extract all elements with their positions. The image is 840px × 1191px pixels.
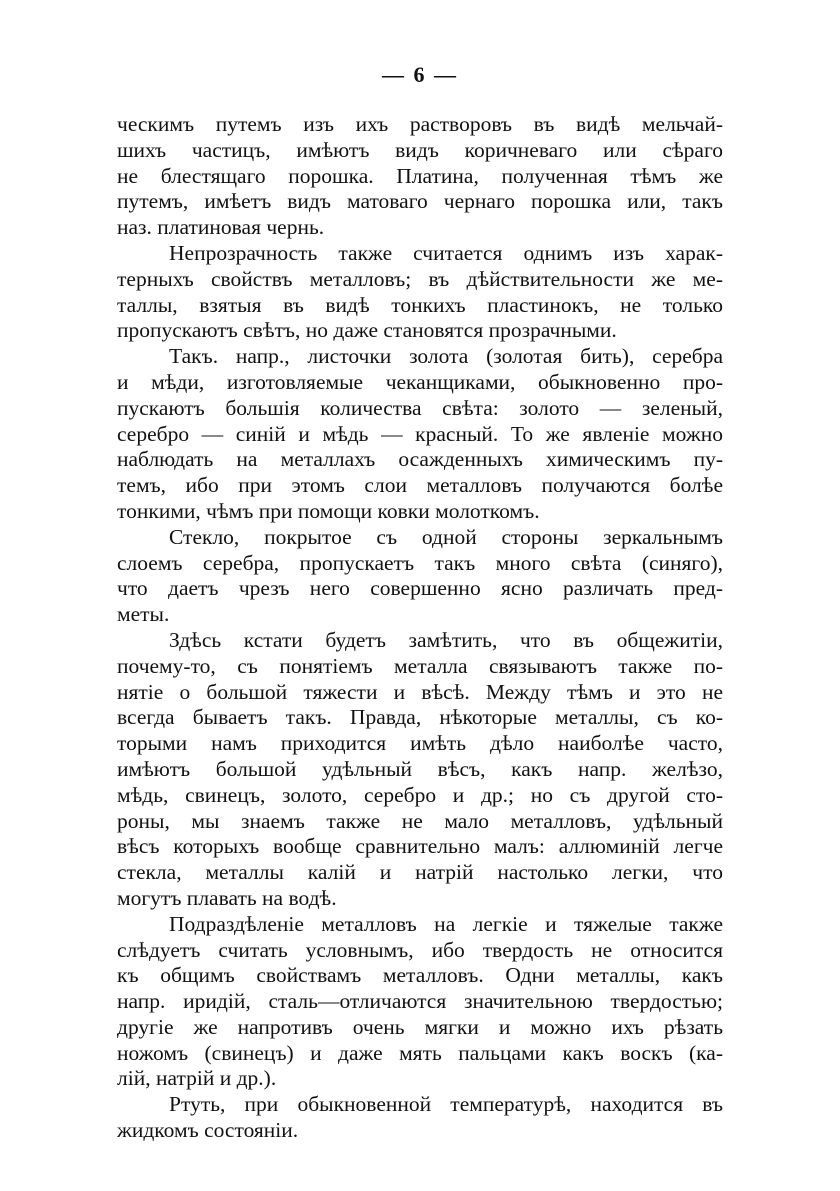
text-line: жидкомъ состояніи. — [117, 1118, 299, 1143]
text-line: напр. иридій, сталь—отличаются значительною твердостью; — [117, 989, 723, 1014]
text-line: слоемъ серебра, пропускаетъ такъ много свѣта (синяго), — [117, 550, 723, 575]
text-line: шихъ частицъ, имѣютъ видъ коричневаго или сѣраго — [117, 137, 723, 162]
text-line: серебро — синій и мѣдь — красный. То же явленіе можно — [117, 421, 723, 446]
text-line: наз. платиновая чернь. — [117, 215, 325, 240]
text-line: не блестящаго порошка. Платина, полученная тѣмъ же — [117, 163, 723, 188]
text-line: пускаютъ большія количества свѣта: золото — зеленый, — [117, 395, 723, 420]
text-line: другіе же напротивъ очень мягки и можно ихъ рѣзать — [117, 1014, 723, 1039]
text-line: мѣдь, свинецъ, золото, серебро и др.; но съ другой сто- — [117, 782, 723, 807]
text-line: Стекло, покрытое съ одной стороны зеркальнымъ — [169, 524, 723, 549]
text-line: Ртуть, при обыкновенной температурѣ, находится въ — [169, 1092, 723, 1117]
body-text — [117, 112, 723, 1144]
text-line: тонкими, чѣмъ при помощи ковки молоткомъ. — [117, 498, 540, 523]
text-line: таллы, взятыя въ видѣ тонкихъ пластинокъ, не только — [117, 292, 723, 317]
text-line: къ общимъ свойствамъ металловъ. Одни металлы, какъ — [117, 963, 723, 988]
text-line: Такъ. напр., листочки золота (золотая бить), серебра — [169, 344, 723, 369]
text-line: что даетъ чрезъ него совершенно ясно различать пред- — [117, 576, 723, 601]
text-line: слѣдуетъ считать условнымъ, ибо твердость не относится — [117, 937, 723, 962]
text-line: пропускаютъ свѣтъ, но даже становятся прозрачными. — [117, 318, 617, 343]
text-line: ческимъ путемъ изъ ихъ растворовъ въ видѣ мельчай- — [117, 112, 723, 136]
text-line: вѣсъ которыхъ вообще сравнительно малъ: аллюминій легче — [117, 834, 723, 859]
text-line: темъ, ибо при этомъ слои металловъ получаются болѣе — [117, 473, 723, 498]
text-line: торыми намъ приходится имѣть дѣло наиболѣе часто, — [117, 731, 723, 756]
text-line: меты. — [117, 602, 170, 627]
text-line: имѣютъ большой удѣльный вѣсъ, какъ напр. желѣзо, — [117, 756, 723, 781]
text-line: наблюдать на металлахъ осажденныхъ химическимъ пу- — [117, 447, 723, 472]
text-line: роны, мы знаемъ также не мало металловъ, удѣльный — [117, 808, 723, 833]
text-line: могутъ плавать на водѣ. — [117, 885, 337, 910]
text-line: и мѣди, изготовляемые чеканщиками, обыкновенно про- — [117, 369, 723, 394]
text-line: Здѣсь кстати будетъ замѣтить, что въ общежитіи, — [169, 627, 723, 652]
text-line: всегда бываетъ такъ. Правда, нѣкоторые металлы, съ ко- — [117, 705, 723, 730]
text-line: стекла, металлы калій и натрій настолько легки, что — [117, 860, 723, 885]
text-line: ножомъ (свинецъ) и даже мять пальцами какъ воскъ (ка- — [117, 1040, 723, 1065]
page-number: — 6 — — [382, 62, 458, 87]
text-line: путемъ, имѣетъ видъ матоваго чернаго порошка или, такъ — [117, 189, 723, 214]
text-line: терныхъ свойствъ металловъ; въ дѣйствительности же ме- — [117, 266, 723, 291]
text-line: нятіе о большой тяжести и вѣсѣ. Между тѣмъ и это не — [117, 679, 723, 704]
text-line: почему-то, съ понятіемъ металла связываютъ также по- — [117, 653, 723, 678]
text-line: Подраздѣленіе металловъ на легкіе и тяжелые также — [169, 911, 723, 936]
text-line: лій, натрій и др.). — [117, 1066, 277, 1091]
text-line: Непрозрачность также считается однимъ изъ харак- — [169, 240, 723, 265]
